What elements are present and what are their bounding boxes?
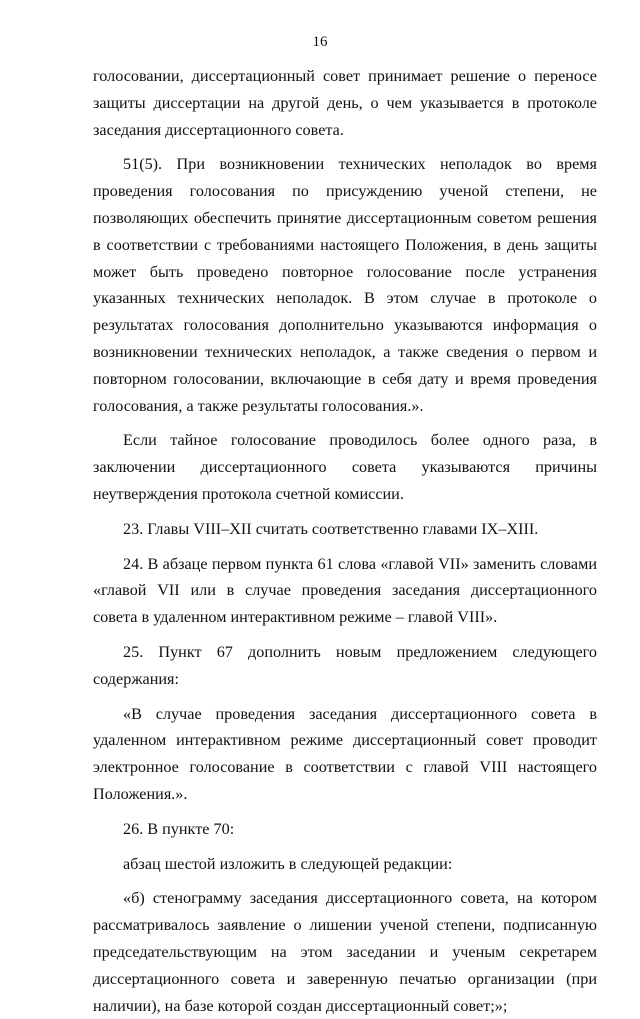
- paragraph-item-26-intro: абзац шестой изложить в следующей редакции:: [123, 854, 453, 873]
- document-body: [93, 63, 597, 1019]
- paragraph-item-23: 23. Главы VIII–XII считать соответственно главами IX–XIII.: [123, 519, 539, 538]
- page-number: 16: [312, 34, 328, 50]
- paragraph-item-24: 24. В абзаце первом пункта 61 слова «главой VII» заменить словами «главой VII или в случае проведения заседания диссертационного совета в удаленном интерактивном режиме – главой VIII».: [93, 554, 597, 627]
- paragraph-secret-vote: Если тайное голосование проводилось более одного раза, в заключении диссертационного совета указываются причины неутверждения протокола счетной комиссии.: [93, 431, 597, 503]
- paragraph-item-26: 26. В пункте 70:: [123, 819, 235, 838]
- paragraph-item-26-quote: «б) стенограмму заседания диссертационного совета, на котором рассматривалось заявление о лишении ученой степени, подписанную председательствующим на этом заседании и ученым секретарем диссертационного совета и заверенную печатью организации (при наличии), на базе которой создан диссертационный совет;»;: [93, 889, 597, 1015]
- paragraph-51-5: 51(5). При возникновении технических неполадок во время проведения голосования по присуждению ученой степени, не позволяющих обеспечить принятие диссертационным советом решения в соответствии с требованиями настоящего Положения, в день защиты может быть проведено повторное голосование после устранения указанных технических неполадок. В этом случае в протоколе о результатах голосования дополнительно указываются информация о возникновении технических неполадок, а также сведения о первом и повторном голосовании, включающие в себя дату и время проведения голосования, а также результаты голосования.».: [93, 155, 597, 415]
- paragraph-item-25-quote: «В случае проведения заседания диссертационного совета в удаленном интерактивном режиме диссертационный совет проводит электронное голосование в соответствии с главой VIII настоящего Положения.».: [93, 704, 597, 803]
- paragraph-continuation: голосовании, диссертационный совет принимает решение о переносе защиты диссертации на другой день, о чем указывается в протоколе заседания диссертационного совета.: [93, 67, 597, 139]
- paragraph-item-25: 25. Пункт 67 дополнить новым предложением следующего содержания:: [93, 642, 597, 688]
